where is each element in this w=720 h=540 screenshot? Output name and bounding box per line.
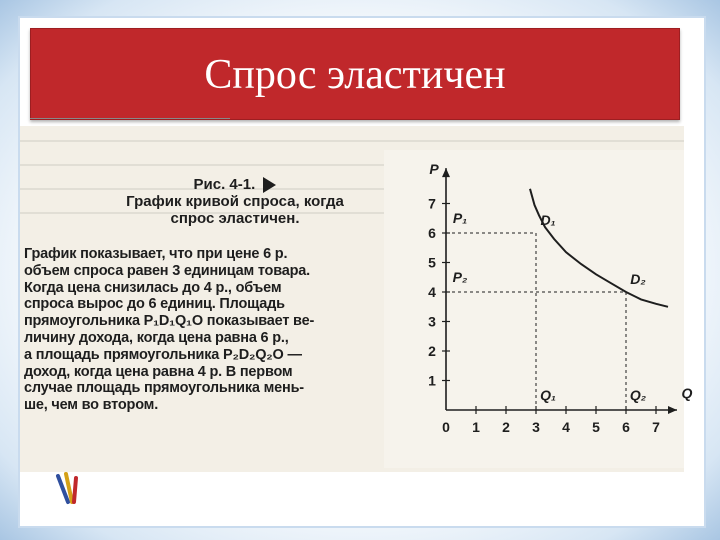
slide-title: Спрос эластичен bbox=[204, 52, 506, 98]
demand-chart bbox=[384, 150, 693, 468]
faded-text-line bbox=[20, 140, 684, 142]
title-band bbox=[30, 28, 680, 120]
pencils-icon bbox=[54, 470, 84, 506]
figure-caption bbox=[24, 246, 372, 414]
demand-chart-svg bbox=[384, 150, 693, 468]
x-tick-label: 2 bbox=[502, 419, 510, 435]
figure-title-line: спрос эластичен. bbox=[170, 210, 300, 228]
quantity-label: Q₂ bbox=[629, 387, 647, 403]
y-tick-label: 5 bbox=[428, 254, 436, 271]
x-tick-label: 0 bbox=[442, 419, 450, 435]
y-tick-label: 4 bbox=[428, 284, 436, 300]
caption-line: случае площадь прямоугольника мень- bbox=[24, 380, 304, 397]
caption-line: а площадь прямоугольника P₂D₂Q₂O — bbox=[24, 346, 302, 363]
price-label: P₂ bbox=[452, 269, 468, 285]
caption-line: Когда цена снизилась до 4 р., объем bbox=[24, 279, 282, 296]
y-tick-label: 2 bbox=[428, 343, 436, 359]
quantity-label: Q₁ bbox=[540, 387, 556, 403]
y-tick-label: 1 bbox=[428, 372, 436, 389]
x-tick-label: 4 bbox=[562, 419, 570, 435]
caption-line: личину дохода, когда цена равна 6 р., bbox=[24, 329, 289, 346]
caption-line: спроса вырос до 6 единиц. Площадь bbox=[24, 296, 285, 313]
price-label: P₁ bbox=[452, 210, 468, 226]
y-axis-label: P bbox=[429, 161, 439, 178]
y-tick-label: 7 bbox=[428, 195, 436, 212]
caption-line: ше, чем во втором. bbox=[24, 397, 159, 414]
x-tick-label: 3 bbox=[532, 419, 540, 435]
point-label: D₂ bbox=[630, 271, 646, 287]
caption-line: объем спроса равен 3 единицам товара. bbox=[24, 262, 310, 279]
figure-label: Рис. 4-1. bbox=[193, 176, 256, 193]
figure-header bbox=[90, 176, 380, 227]
point-label: D₁ bbox=[540, 212, 556, 228]
x-axis-label: Q bbox=[681, 385, 693, 401]
demand-curve bbox=[530, 189, 668, 307]
x-tick-label: 6 bbox=[622, 419, 630, 435]
textbook-scan bbox=[20, 126, 693, 472]
y-axis-arrow bbox=[442, 168, 450, 177]
y-tick-label: 3 bbox=[428, 313, 436, 330]
y-tick-label: 6 bbox=[428, 225, 436, 241]
title-divider bbox=[30, 118, 230, 119]
x-axis-arrow bbox=[668, 406, 677, 414]
figure-title-line: График кривой спроса, когда bbox=[126, 193, 344, 211]
caption-line: График показывает, что при цене 6 р. bbox=[24, 246, 288, 262]
x-tick-label: 7 bbox=[652, 419, 660, 435]
x-tick-label: 5 bbox=[592, 419, 600, 435]
caption-line: прямоугольника P₁D₁Q₁O показывает ве- bbox=[24, 313, 315, 330]
caption-line: доход, когда цена равна 4 р. В первом bbox=[24, 363, 293, 380]
x-tick-label: 1 bbox=[472, 419, 480, 435]
triangle-pointer-icon bbox=[263, 177, 276, 193]
